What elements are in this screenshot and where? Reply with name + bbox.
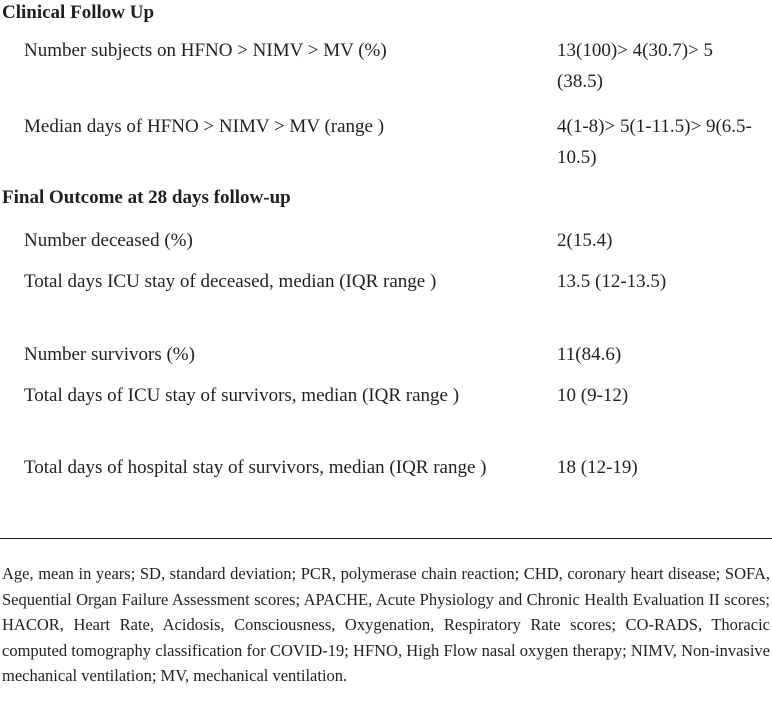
row-value: 10 (9-12): [557, 385, 629, 406]
row-value: 2(15.4): [557, 230, 613, 251]
row-label: Total days ICU stay of deceased, median (IQR range ): [24, 271, 437, 292]
row-value: 11(84.6): [557, 344, 622, 365]
section-heading-final-outcome: Final Outcome at 28 days follow-up: [2, 187, 291, 208]
row-label: Number deceased (%): [24, 230, 193, 251]
section-heading-clinical-follow-up: Clinical Follow Up: [2, 2, 155, 23]
table-bottom-rule: [0, 538, 772, 539]
row-value: 13.5 (12-13.5): [557, 271, 667, 292]
table-footnote: Age, mean in years; SD, standard deviation; PCR, polymerase chain reaction; CHD, coronary heart disease; SOFA, Sequential Organ Failure Assessment scores; APACHE, Acute Physiology and Chronic Health Evaluation II scores; HACOR, Heart Rate, Acidosis, Consciousness, Oxygenation, Respiratory Rate scores; CO-RADS, Thoracic computed tomography classification for COVID-19; HFNO, High Flow nasal oxygen therapy; NIMV, Non-invasive mechanical ventilation; MV, mechanical ventilation.: [2, 564, 770, 686]
row-value: 4(1-8)> 5(1-11.5)> 9(6.5-10.5): [557, 116, 752, 168]
row-value: 18 (12-19): [557, 457, 638, 478]
row-label: Total days of ICU stay of survivors, median (IQR range ): [24, 385, 460, 406]
row-label: Median days of HFNO > NIMV > MV (range ): [24, 116, 385, 137]
row-value: 13(100)> 4(30.7)> 5 (38.5): [557, 40, 713, 92]
row-label: Number survivors (%): [24, 344, 195, 365]
row-label: Number subjects on HFNO > NIMV > MV (%): [24, 40, 387, 61]
row-label: Total days of hospital stay of survivors, median (IQR range ): [24, 457, 487, 478]
